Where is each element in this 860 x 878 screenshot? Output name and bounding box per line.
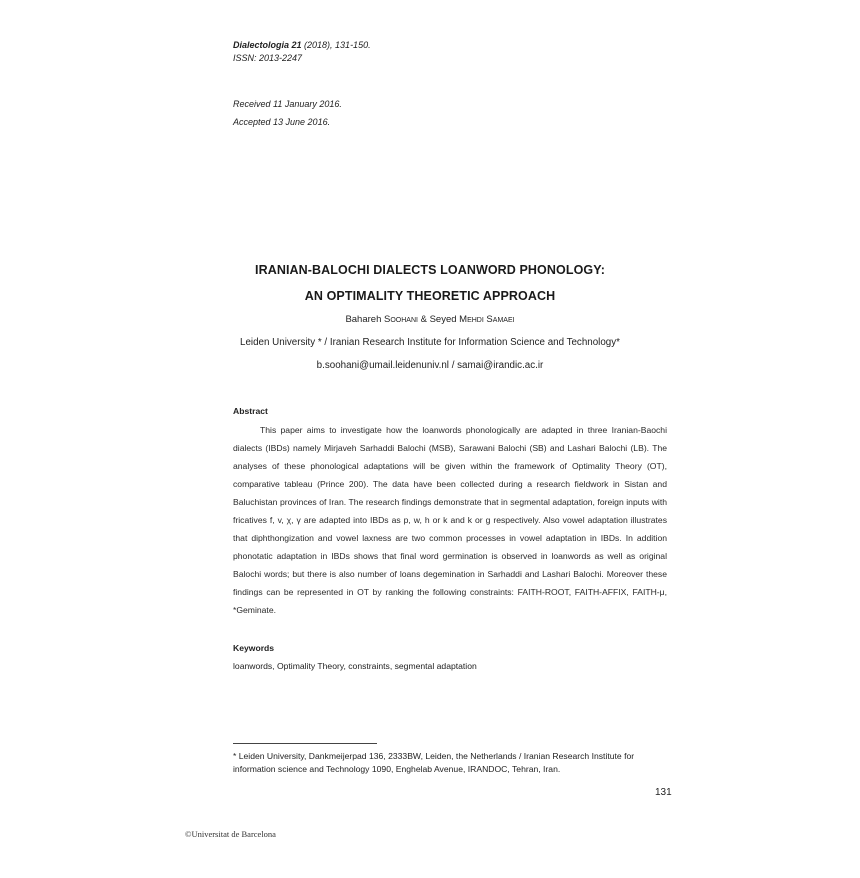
author2-middle: Mehdi (459, 314, 484, 325)
journal-volume-pages: (2018), 131-150. (301, 40, 371, 50)
abstract-body: This paper aims to investigate how the loanwords phonologically are adapted in three Iranian-Baochi dialects (IBDs) namely Mirjaveh Sarhaddi Balochi (MSB), Sarawani Balochi (SB) and Lashari Balochi (LB). The analyses of these phonological adaptations will be given within the framework of Optimality Theory (OT), comparative tableau (Prince 200). The data have been collected during a research fieldwork in Sistan and Baluchistan provinces of Iran. The research findings demonstrate that in segmental adaptation, foreign inputs with fricatives f, v, χ, γ are adapted into IBDs as p, w, h or k and k or g respectively. Also vowel adaptation illustrates that diphthongization and vowel laxness are two common processes in vowel adaptation in IBDs. In addition phonotatic adaptation in IBDs shows that final word germination is observed in loanwords as well as original Balochi words; but there is also number of loans degemination in Sarhaddi and Lashari Balochi. Moreover these findings can be represented in OT by ranking the following constraints: FAITH-ROOT, FAITH-AFFIX, FAITH-μ, *Geminate. (233, 425, 667, 615)
affiliation: Leiden University * / Iranian Research Institute for Information Science and Technology* (240, 337, 620, 348)
journal-name: Dialectologia 21 (233, 40, 302, 50)
received-date: Received 11 January 2016. (233, 99, 342, 109)
page-number: 131 (655, 787, 672, 798)
author1-first: Bahareh (345, 314, 384, 325)
journal-citation (233, 38, 371, 52)
keywords-heading: Keywords (233, 643, 275, 653)
author2-last: Samaei (483, 314, 515, 325)
author-emails: b.soohani@umail.leidenuniv.nl / samai@irandic.ac.ir (316, 360, 544, 371)
paper-title-line1: IRANIAN-BALOCHI DIALECTS LOANWORD PHONOLOGY: (255, 263, 605, 277)
keywords-list: loanwords, Optimality Theory, constraints, segmental adaptation (233, 661, 477, 671)
paper-title-line2: AN OPTIMALITY THEORETIC APPROACH (304, 289, 556, 303)
copyright: ©Universitat de Barcelona (185, 829, 276, 839)
author-conjunction: & Seyed (417, 314, 460, 325)
author1-last: Soohani (384, 314, 418, 325)
authors (0, 314, 860, 325)
accepted-date: Accepted 13 June 2016. (233, 117, 331, 127)
abstract-heading: Abstract (233, 406, 268, 416)
issn: ISSN: 2013-2247 (233, 53, 303, 63)
footnote-rule (233, 743, 377, 744)
footnote: * Leiden University, Dankmeijerpad 136, 2333BW, Leiden, the Netherlands / Iranian Research Institute for information science and Technology 1090, Enghelab Avenue, IRANDOC, Tehran, Iran. (233, 751, 635, 774)
